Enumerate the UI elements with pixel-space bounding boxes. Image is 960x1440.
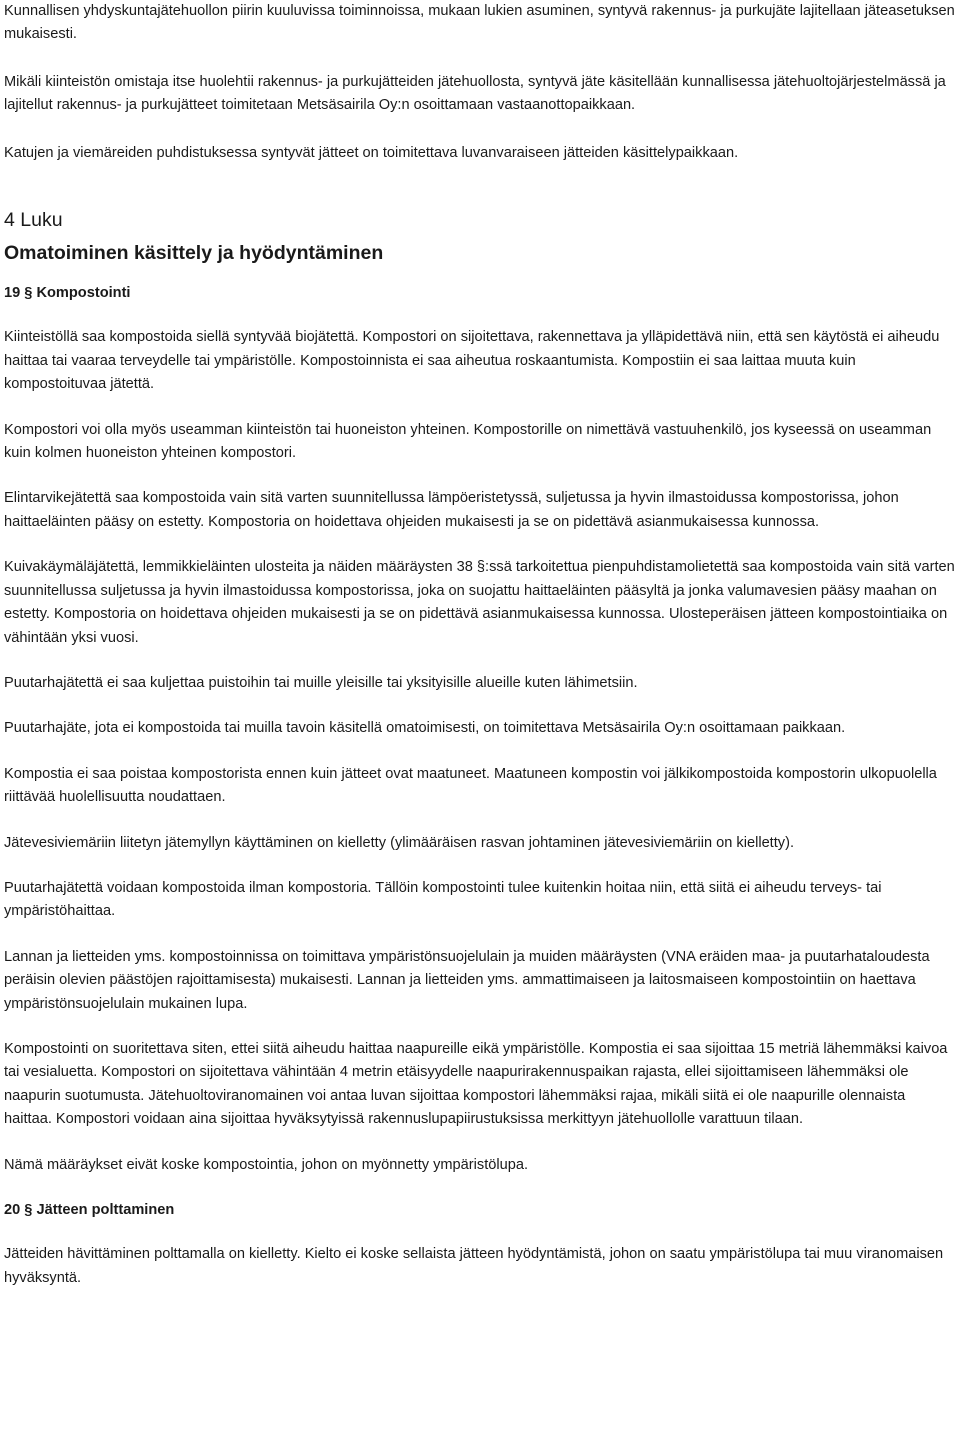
intro-paragraph-2: Mikäli kiinteistön omistaja itse huolehtii rakennus- ja purkujätteiden jätehuollosta, syntyvä jäte käsitellään kunnallisessa jätehuoltojärjestelmässä ja lajitellut rakennus- ja purkujätteet toimitetaan Metsäsairila Oy:n osoittamaan vastaanottopaikkaan. — [4, 73, 946, 114]
section-20-paragraph-1: Jätteiden hävittäminen polttamalla on kielletty. Kielto ei koske sellaista jätteen hyödyntämistä, johon on saatu ympäristölupa tai muu viranomaisen hyväksyntä. — [4, 1246, 944, 1286]
section-20-heading: 20 § Jätteen polttaminen — [4, 1202, 175, 1218]
intro-paragraph-3: Katujen ja viemäreiden puhdistuksessa syntyvät jätteet on toimitettava luvanvaraiseen jätteiden käsittelypaikkaan. — [4, 144, 739, 161]
section-19-paragraph-4: Kuivakäymäläjätettä, lemmikkieläinten ulosteita ja näiden määräysten 38 §:ssä tarkoitettua pienpuhdistamolietettä saa kompostoida vain sitä varten suunnitellussa suljetussa ja hyvin ilmastoidussa kompostorissa, joka on suojattu haittaeläinten pääsyltä ja jonka valumavesien pääsy maahan on estetty. Kompostoria on hoidettava ohjeiden mukaisesti ja se on pidettävä asianmukaisessa kunnossa. Ulosteperäisen jätteen kompostointiaika on vähintään yksi vuosi. — [4, 559, 955, 646]
section-19-paragraph-11: Kompostointi on suoritettava siten, ettei siitä aiheudu haittaa naapureille eikä ympäristölle. Kompostia ei saa sijoittaa 15 metriä lähemmäksi kaivoa tai vesialuetta. Kompostori on sijoitettava vähintään 4 metrin etäisyydelle naapurirakennuspaikan rajasta, ellei sijoittamiseen lähemmäksi ole naapurin suotumusta. Jätehuoltoviranomainen voi antaa luvan sijoittaa kompostori lähemmäksi rajaa, mikäli siitä ei ole naapurille olennaista haittaa. Kompostori voidaan aina sijoittaa hyväksytyissä rakennuslupapiirustuksissa merkittyyn jätehuollolle varattuun tilaan. — [4, 1040, 948, 1128]
section-19-paragraph-8: Jätevesiviemäriin liitetyn jätemyllyn käyttäminen on kielletty (ylimääräisen rasvan johtaminen jätevesiviemäriin on kielletty). — [4, 834, 795, 851]
section-19-paragraph-3: Elintarvikejätettä saa kompostoida vain sitä varten suunnitellussa lämpöeristetyssä, suljetussa ja hyvin ilmastoidussa kompostorissa, johon haittaeläinten pääsy on estetty. Kompostoria on hoidettava ohjeiden mukaisesti ja se on pidettävä asianmukaisessa kunnossa. — [4, 490, 899, 530]
section-19-paragraph-2: Kompostori voi olla myös useamman kiinteistön tai huoneiston yhteinen. Kompostorille on nimettävä vastuuhenkilö, jos kyseessä on useamman kuin kolmen huoneiston yhteinen kompostori. — [4, 421, 932, 462]
document-page — [4, 0, 956, 1290]
section-19-paragraph-7: Kompostia ei saa poistaa kompostorista ennen kuin jätteet ovat maatuneet. Maatuneen kompostin voi jälkikompostoida kompostorin ulkopuolella riittävää huolellisuutta noudattaen. — [4, 765, 937, 806]
section-19-paragraph-1: Kiinteistöllä saa kompostoida siellä syntyvää biojätettä. Kompostori on sijoitettava, rakennettava ja ylläpidettävä niin, että sen käytöstä ei aiheudu haittaa tai vaaraa terveydelle tai ympäristölle. Kompostoinnista ei saa aiheutua roskaantumista. Kompostiin ei saa laittaa muuta kuin kompostoituvaa jätettä. — [4, 329, 940, 393]
chapter-title: Omatoiminen käsittely ja hyödyntäminen — [4, 242, 384, 265]
chapter-number: 4 Luku — [4, 209, 63, 232]
section-19-paragraph-12: Nämä määräykset eivät koske kompostointia, johon on myönnetty ympäristölupa. — [4, 1156, 529, 1173]
section-19-paragraph-10: Lannan ja lietteiden yms. kompostoinnissa on toimittava ympäristönsuojelulain ja muiden määräysten (VNA eräiden maa- ja puutarhataloudesta peräisin olevien päästöjen rajoittamisesta) mukaisesti. Lannan ja lietteiden yms. ammattimaiseen ja laitosmaiseen kompostointiin on haettava ympäristönsuojelulain mukainen lupa. — [4, 948, 930, 1012]
section-19-paragraph-9: Puutarhajätettä voidaan kompostoida ilman kompostoria. Tällöin kompostointi tulee kuitenkin hoitaa niin, että siitä ei aiheudu terveys- tai ympäristöhaittaa. — [4, 879, 882, 920]
intro-paragraph-1: Kunnallisen yhdyskuntajätehuollon piirin kuuluvissa toiminnoissa, mukaan lukien asuminen, syntyvä rakennus- ja purkujäte lajitellaan jäteasetuksen mukaisesti. — [4, 3, 955, 43]
section-19-heading: 19 § Kompostointi — [4, 285, 131, 302]
section-19-paragraph-5: Puutarhajätettä ei saa kuljettaa puistoihin tai muille yleisille tai yksityisille alueille kuten lähimetsiin. — [4, 674, 638, 691]
section-19-paragraph-6: Puutarhajäte, jota ei kompostoida tai muilla tavoin käsitellä omatoimisesti, on toimitettava Metsäsairila Oy:n osoittamaan paikkaan. — [4, 720, 846, 737]
